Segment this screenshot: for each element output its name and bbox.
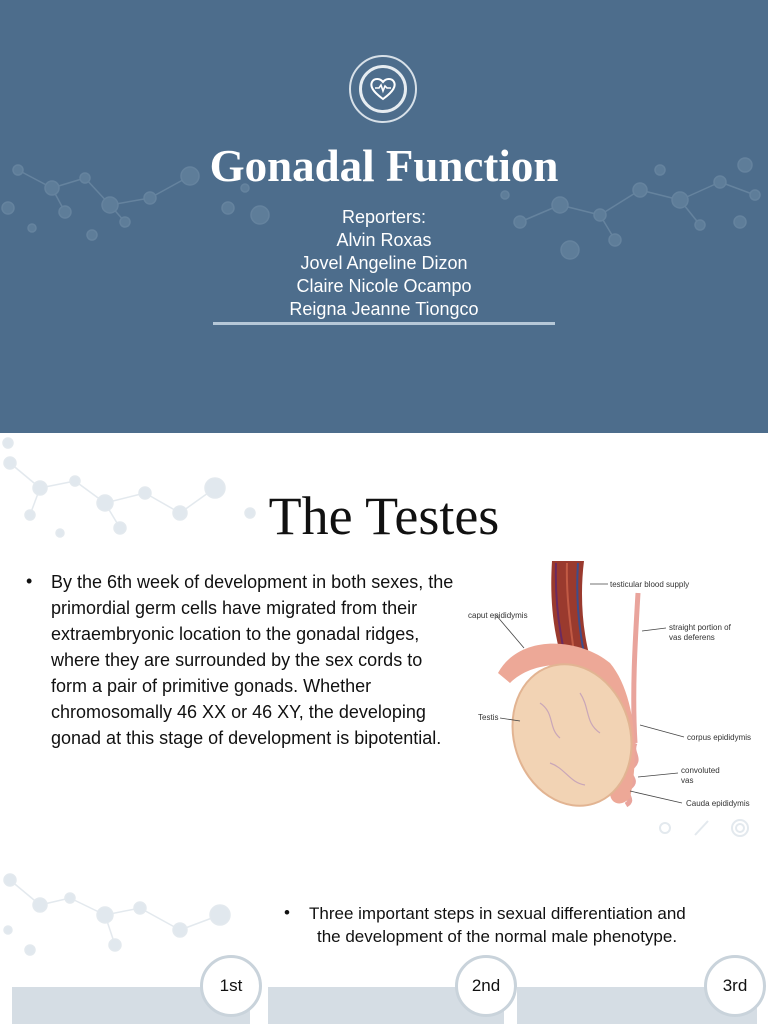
diagram-label: caput epididymis [468,611,528,620]
title-slide [0,0,768,433]
diagram-label: corpus epididymis [687,733,752,742]
steps-slide [0,860,768,1024]
testis-anatomy-diagram [460,553,760,843]
bullet-text-line-2: the development of the normal male phenotype. [317,927,678,946]
testes-slide [0,433,768,860]
slide-title: The Testes [268,486,500,546]
bullet-marker: • [26,571,33,591]
diagram-label: convoluted [681,766,720,775]
step-2-badge: 2nd [455,955,517,1017]
diagram-label: vas [681,776,694,785]
bullet-item [284,902,754,948]
bullet-marker: • [284,903,290,922]
heart-pulse-icon [370,77,396,101]
title-divider [213,322,555,325]
step-3-badge: 3rd [704,955,766,1017]
decorative-shapes [650,813,760,843]
diagram-label: straight portion of [669,623,731,632]
reporter-name: Reigna Jeanne Tiongco [289,299,479,319]
reporter-name: Claire Nicole Ocampo [296,276,472,296]
diagram-label: Testis [478,713,499,722]
diagram-label: Cauda epididymis [686,799,750,808]
diagram-label: vas deferens [669,633,715,642]
reporters-block [0,206,768,321]
reporters-label: Reporters: [341,207,427,227]
presentation-title: Gonadal Function [209,141,559,191]
step-1-badge: 1st [200,955,262,1017]
diagram-label: testicular blood supply [610,580,690,589]
reporter-name: Alvin Roxas [336,230,432,250]
bullet-item [26,569,456,751]
bullet-text-line-1: Three important steps in sexual differentiation and [309,904,686,923]
bullet-text: By the 6th week of development in both sexes, the primordial germ cells have migrated from their extraembryonic location to the gonadal ridges, where they are surrounded by the sex cords to form a pair of primitive gonads. Whether chromosomally 46 XX or 46 XY, the developing gonad at this stage of development is bipotential. [51,572,454,748]
logo-badge [349,55,417,123]
reporter-name: Jovel Angeline Dizon [300,253,468,273]
